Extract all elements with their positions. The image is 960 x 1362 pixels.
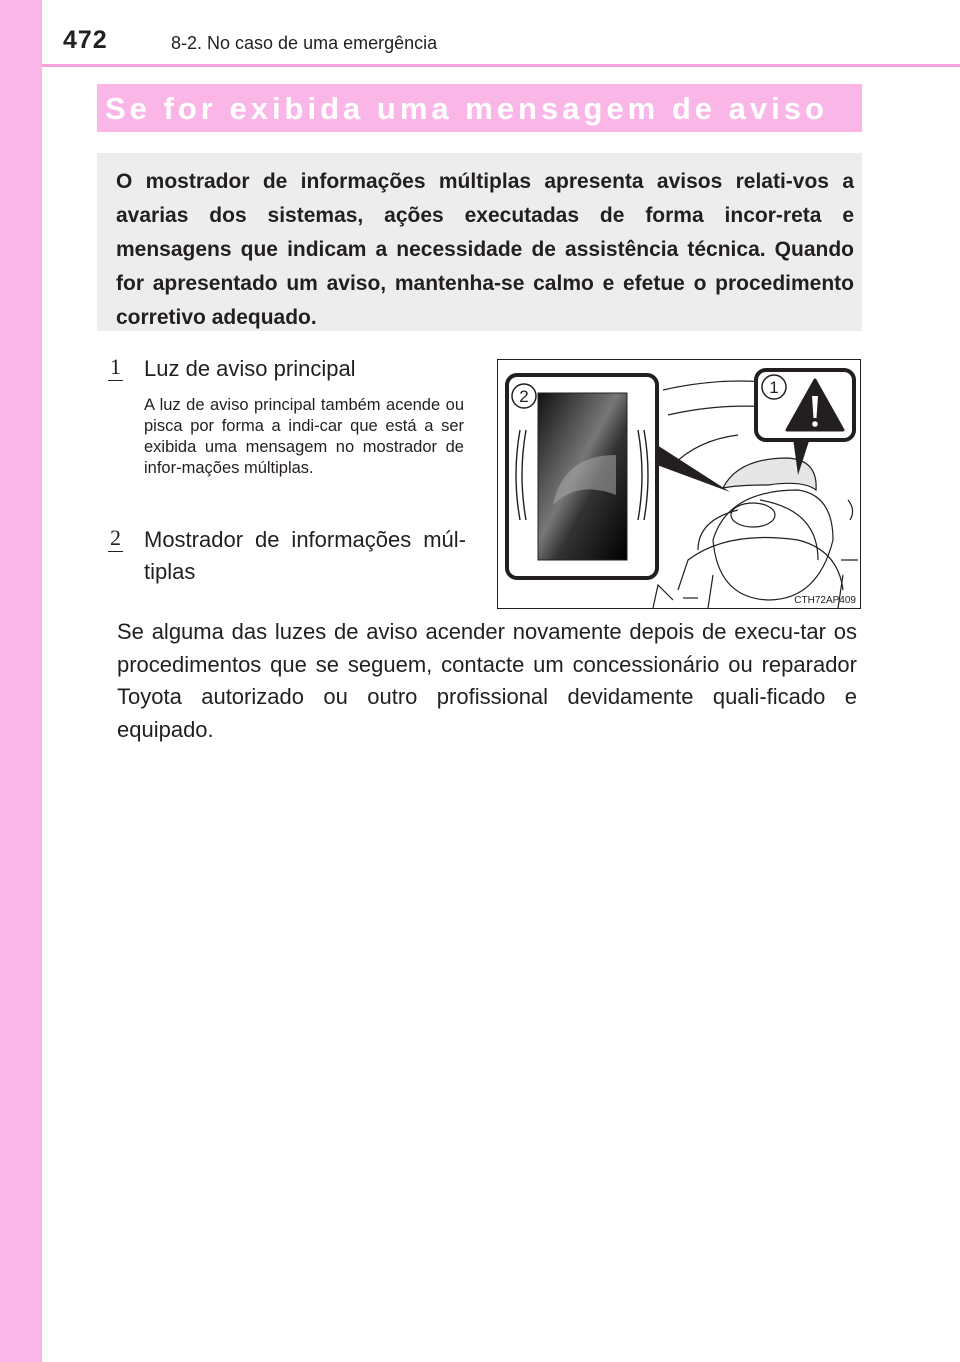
header-rule [42, 64, 960, 67]
page-number: 472 [63, 26, 108, 54]
figure-code: CTH72AP409 [794, 595, 856, 606]
item-number: 2 [110, 525, 121, 550]
body-paragraph: Se alguma das luzes de aviso acender novamente depois de execu-tar os procedimentos que se seguem, contacte um concessionário ou reparador Toyota autorizado ou outro profissional devidamente quali-ficado e equipado. [117, 619, 857, 742]
callout-1-label: 1 [769, 378, 779, 397]
title-banner [97, 84, 862, 132]
dashboard-illustration [497, 359, 861, 609]
item-label: Mostrador de informações múl-tiplas [144, 527, 466, 584]
callout-2-label: 2 [519, 387, 529, 406]
chapter-tab-band [0, 0, 42, 1362]
section-title: 8-2. No caso de uma emergência [171, 33, 438, 53]
item-description: A luz de aviso principal também acende ou pisca por forma a indi-car que está a ser exibida uma mensagem no mostrador de infor-mações múltiplas. [144, 396, 464, 477]
dashboard-drawing [498, 360, 860, 608]
page-title: Se for exibida uma mensagem de aviso [105, 91, 828, 126]
intro-text: O mostrador de informações múltiplas apresenta avisos relati-vos a avarias dos sistemas, ações executadas de forma incor-reta e mensagens que indicam a necessidade de assistência técnica. Quando for apresentado um aviso, mantenha-se calmo e efetue o procedimento corretivo adequado. [116, 170, 854, 329]
item-number: 1 [110, 354, 121, 379]
intro-box [97, 153, 862, 331]
item-label: Luz de aviso principal [144, 356, 356, 381]
steering-wheel [713, 458, 833, 600]
